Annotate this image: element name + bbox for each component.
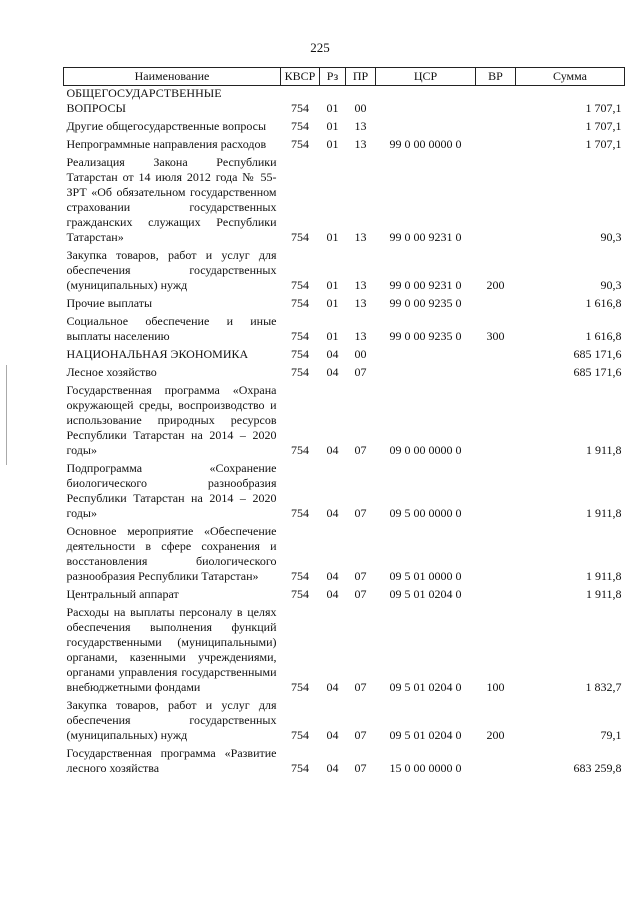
cell-csr: 09 5 01 0204 0 [389, 728, 462, 742]
cell-sum: 1 832,7 [585, 680, 622, 694]
cell-rz: 01 [326, 137, 339, 151]
table-row [64, 698, 625, 746]
cell-sum: 1 911,8 [585, 443, 622, 457]
table-row [64, 365, 625, 383]
cell-csr [376, 86, 476, 120]
table-row [64, 383, 625, 461]
header-kvsr: КВСР [281, 68, 320, 86]
cell-sum: 1 616,8 [585, 329, 622, 343]
cell-sum: 1 911,8 [585, 506, 622, 520]
cell-csr: 09 0 00 0000 0 [389, 443, 462, 457]
table-row [64, 524, 625, 587]
cell-rz: 01 [326, 329, 339, 343]
cell-kvsr: 754 [291, 101, 309, 115]
cell-sum: 1 911,8 [585, 587, 622, 601]
cell-name: ОБЩЕГОСУДАРСТВЕННЫЕ ВОПРОСЫ [66, 86, 222, 115]
cell-rz: 04 [326, 365, 339, 379]
cell-vr [476, 746, 516, 779]
table-row [64, 119, 625, 137]
cell-kvsr: 754 [291, 728, 309, 742]
cell-kvsr: 754 [291, 329, 309, 343]
cell-pr: 07 [354, 587, 367, 601]
table-header [64, 68, 625, 86]
header-vr: ВР [476, 68, 516, 86]
header-name: Наименование [64, 68, 281, 86]
cell-kvsr: 754 [291, 278, 309, 292]
cell-csr: 99 0 00 9231 0 [389, 278, 462, 292]
table-body [64, 86, 625, 780]
cell-csr: 15 0 00 0000 0 [389, 761, 462, 775]
cell-kvsr: 754 [291, 137, 309, 151]
cell-rz: 04 [326, 587, 339, 601]
cell-pr: 07 [354, 728, 367, 742]
cell-pr: 00 [354, 347, 367, 361]
cell-vr [476, 119, 516, 137]
cell-kvsr: 754 [291, 365, 309, 379]
cell-csr [376, 347, 476, 365]
cell-pr: 07 [354, 443, 367, 457]
cell-csr [376, 119, 476, 137]
table-row [64, 605, 625, 698]
cell-vr [476, 347, 516, 365]
cell-name: Непрограммные направления расходов [66, 137, 267, 151]
cell-rz: 04 [326, 506, 339, 520]
cell-rz: 01 [326, 278, 339, 292]
cell-name: Государственная программа «Охрана окружающей среды, воспроизводство и использование природных ресурсов Республики Татарстан на 2014 – 2020 годы» [66, 383, 277, 457]
cell-vr: 100 [486, 680, 505, 694]
table-row [64, 137, 625, 155]
cell-kvsr: 754 [291, 587, 309, 601]
cell-name: Лесное хозяйство [66, 365, 157, 379]
cell-rz: 04 [326, 569, 339, 583]
cell-sum: 79,1 [600, 728, 622, 742]
cell-name: Государственная программа «Развитие лесного хозяйства [66, 746, 277, 775]
cell-pr: 13 [354, 329, 367, 343]
table-row [64, 86, 625, 120]
cell-vr [476, 155, 516, 248]
cell-rz: 04 [326, 443, 339, 457]
cell-pr: 13 [354, 230, 367, 244]
cell-kvsr: 754 [291, 443, 309, 457]
cell-name: Другие общегосударственные вопросы [66, 119, 267, 133]
table-row [64, 746, 625, 779]
cell-rz: 01 [326, 119, 339, 133]
table-row [64, 461, 625, 524]
cell-kvsr: 754 [291, 506, 309, 520]
cell-name: Реализация Закона Республики Татарстан от 14 июля 2012 года № 55-ЗРТ «Об обязательном государственном страховании государственных гражданских служащих Республики Татарстан» [66, 155, 277, 244]
cell-name: Закупка товаров, работ и услуг для обеспечения государственных (муниципальных) нужд [66, 248, 277, 292]
cell-sum: 1 707,1 [585, 101, 622, 115]
cell-sum: 683 259,8 [573, 761, 622, 775]
cell-csr: 99 0 00 9235 0 [389, 329, 462, 343]
cell-sum: 1 911,8 [585, 569, 622, 583]
cell-csr [376, 365, 476, 383]
margin-line [6, 365, 7, 465]
cell-rz: 04 [326, 347, 339, 361]
cell-rz: 01 [326, 296, 339, 310]
cell-vr: 300 [486, 329, 505, 343]
cell-name: НАЦИОНАЛЬНАЯ ЭКОНОМИКА [66, 347, 249, 361]
cell-name: Социальное обеспечение и иные выплаты населению [66, 314, 277, 343]
cell-name: Подпрограмма «Сохранение биологического разнообразия Республики Татарстан на 2014 – 2020 годы» [66, 461, 277, 520]
cell-vr [476, 524, 516, 587]
header-pr: ПР [346, 68, 376, 86]
table-row [64, 296, 625, 314]
cell-kvsr: 754 [291, 119, 309, 133]
table-row [64, 587, 625, 605]
cell-name: Основное мероприятие «Обеспечение деятельности в сфере сохранения и восстановления биологического разнообразия Республики Татарстан» [66, 524, 277, 583]
cell-vr: 200 [486, 728, 505, 742]
cell-pr: 13 [354, 137, 367, 151]
cell-csr: 09 5 00 0000 0 [389, 506, 462, 520]
cell-sum: 685 171,6 [573, 347, 622, 361]
cell-csr: 09 5 01 0000 0 [389, 569, 462, 583]
table-row [64, 155, 625, 248]
cell-csr: 09 5 01 0204 0 [389, 680, 462, 694]
table-row [64, 347, 625, 365]
cell-csr: 99 0 00 9235 0 [389, 296, 462, 310]
cell-name: Прочие выплаты [66, 296, 153, 310]
cell-sum: 1 616,8 [585, 296, 622, 310]
header-sum: Сумма [516, 68, 625, 86]
cell-name: Закупка товаров, работ и услуг для обеспечения государственных (муниципальных) нужд [66, 698, 277, 742]
cell-sum: 90,3 [600, 230, 622, 244]
cell-pr: 07 [354, 761, 367, 775]
cell-pr: 00 [354, 101, 367, 115]
header-rz: Рз [320, 68, 346, 86]
cell-kvsr: 754 [291, 296, 309, 310]
cell-kvsr: 754 [291, 230, 309, 244]
cell-rz: 04 [326, 761, 339, 775]
cell-name: Центральный аппарат [66, 587, 179, 601]
cell-pr: 07 [354, 365, 367, 379]
header-csr: ЦСР [376, 68, 476, 86]
cell-pr: 07 [354, 569, 367, 583]
cell-pr: 13 [354, 119, 367, 133]
cell-kvsr: 754 [291, 680, 309, 694]
cell-kvsr: 754 [291, 761, 309, 775]
cell-rz: 04 [326, 728, 339, 742]
cell-pr: 13 [354, 278, 367, 292]
cell-sum: 90,3 [600, 278, 622, 292]
cell-sum: 1 707,1 [585, 119, 622, 133]
cell-pr: 13 [354, 296, 367, 310]
cell-csr: 09 5 01 0204 0 [389, 587, 462, 601]
cell-vr [476, 296, 516, 314]
cell-sum: 685 171,6 [573, 365, 622, 379]
page-number: 225 [310, 40, 330, 55]
cell-rz: 01 [326, 101, 339, 115]
table-row [64, 248, 625, 296]
cell-kvsr: 754 [291, 569, 309, 583]
cell-csr: 99 0 00 9231 0 [389, 230, 462, 244]
cell-rz: 04 [326, 680, 339, 694]
cell-pr: 07 [354, 680, 367, 694]
cell-vr [476, 137, 516, 155]
cell-vr [476, 86, 516, 120]
cell-vr: 200 [486, 278, 505, 292]
cell-vr [476, 461, 516, 524]
cell-kvsr: 754 [291, 347, 309, 361]
cell-name: Расходы на выплаты персоналу в целях обеспечения выполнения функций государственными (муниципальными) органами, казенными учреждениями, органами управления государственными внебюджетными фондами [66, 605, 277, 694]
cell-rz: 01 [326, 230, 339, 244]
cell-csr: 99 0 00 0000 0 [389, 137, 462, 151]
budget-table [63, 67, 625, 779]
cell-pr: 07 [354, 506, 367, 520]
cell-vr [476, 587, 516, 605]
table-row [64, 314, 625, 347]
cell-sum: 1 707,1 [585, 137, 622, 151]
cell-vr [476, 383, 516, 461]
cell-vr [476, 365, 516, 383]
